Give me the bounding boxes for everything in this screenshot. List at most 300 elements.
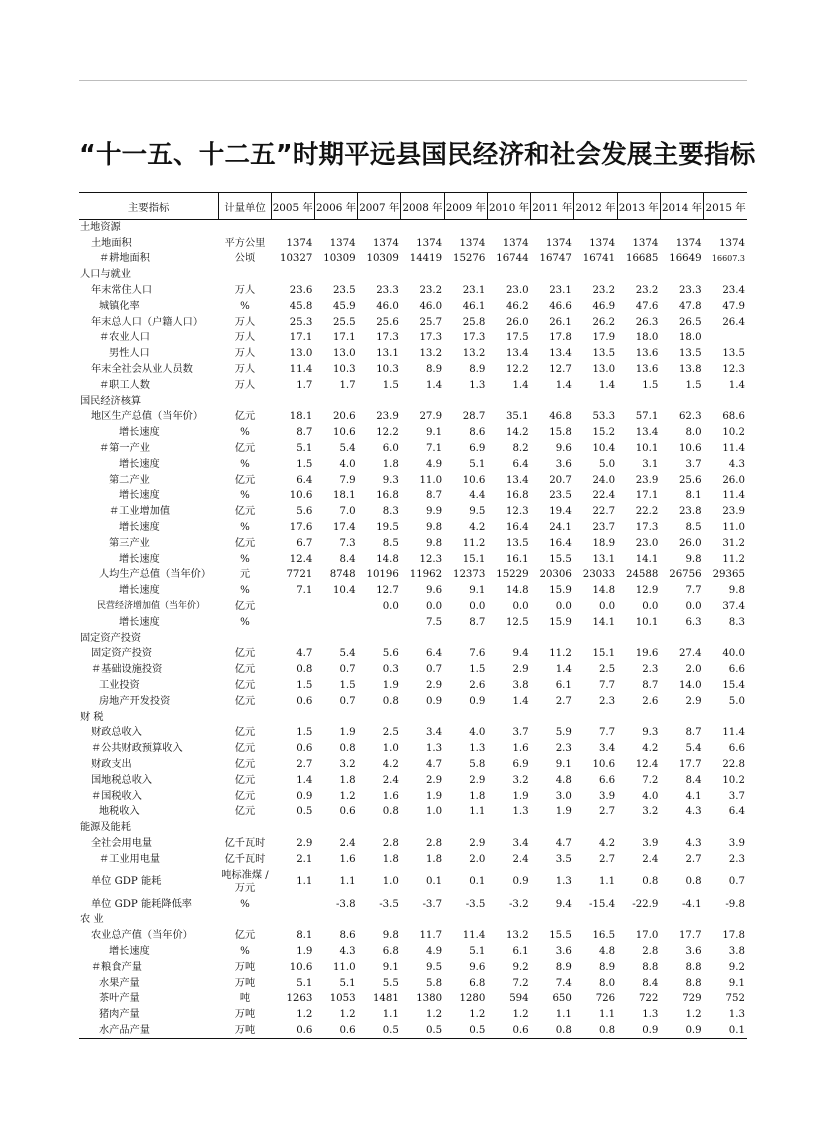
- value-cell: 8.5: [685, 522, 702, 534]
- value-cell: 6.3: [685, 616, 702, 628]
- value-cell: 0.6: [296, 695, 313, 707]
- row-unit: %: [240, 490, 250, 502]
- value-cell: 8.4: [339, 553, 356, 565]
- table-row: [79, 456, 747, 472]
- value-cell: 4.3: [685, 806, 702, 818]
- value-cell: [401, 393, 444, 409]
- value-cell: 4.0: [469, 727, 486, 739]
- value-cell: [444, 267, 487, 283]
- value-cell: 5.4: [685, 743, 702, 755]
- value-cell: 2.3: [598, 695, 616, 707]
- value-cell: 13.0: [332, 348, 356, 360]
- value-cell: 3.7: [728, 790, 745, 802]
- value-cell: 1.1: [296, 876, 313, 888]
- value-cell: [444, 630, 487, 646]
- header-unit: 计量单位: [219, 193, 271, 220]
- row-unit: 亿元: [234, 474, 256, 486]
- value-cell: [660, 820, 703, 836]
- value-cell: 14419: [409, 253, 443, 265]
- value-cell: 17.7: [678, 758, 702, 770]
- table-row: [79, 346, 747, 362]
- value-cell: 8.7: [685, 727, 702, 739]
- value-cell: 26.5: [678, 316, 702, 328]
- value-cell: -3.5: [465, 898, 486, 910]
- value-cell: [271, 912, 314, 928]
- table-row: [79, 314, 747, 330]
- value-cell: 8.6: [339, 930, 356, 942]
- row-unit: 亿元: [234, 695, 256, 707]
- value-cell: 15276: [452, 253, 486, 265]
- value-cell: 9.2: [512, 961, 529, 973]
- value-cell: 10309: [366, 253, 399, 265]
- value-cell: [704, 912, 747, 928]
- value-cell: 5.4: [339, 443, 356, 455]
- row-unit: 公顷: [234, 253, 256, 265]
- row-label: ＃农业人口: [99, 332, 150, 344]
- value-cell: 2.3: [555, 743, 572, 755]
- table-row: [79, 520, 747, 536]
- value-cell: 4.4: [469, 490, 486, 502]
- value-cell: 4.2: [598, 837, 616, 849]
- value-cell: 2.4: [382, 774, 399, 786]
- value-cell: [487, 220, 530, 236]
- value-cell: 23.0: [505, 285, 529, 297]
- value-cell: 4.8: [598, 945, 616, 957]
- value-cell: 0.1: [469, 876, 486, 888]
- value-cell: [444, 912, 487, 928]
- value-cell: 0.0: [425, 601, 443, 613]
- value-cell: 11.2: [462, 537, 486, 549]
- value-cell: 8.2: [512, 443, 529, 455]
- value-cell: 0.9: [296, 790, 313, 802]
- value-cell: 2.6: [469, 680, 486, 691]
- value-cell: 1.4: [555, 379, 572, 391]
- value-cell: 2.5: [382, 727, 399, 739]
- value-cell: 11.2: [549, 648, 572, 660]
- value-cell: 13.6: [635, 364, 659, 376]
- value-cell: 0.9: [512, 876, 529, 888]
- value-cell: 6.0: [382, 443, 399, 455]
- value-cell: 17.6: [289, 522, 313, 534]
- value-cell: 1.1: [339, 876, 356, 888]
- value-cell: 17.3: [462, 332, 486, 344]
- value-cell: [704, 267, 747, 283]
- value-cell: 23033: [582, 569, 616, 581]
- value-cell: 5.8: [425, 977, 443, 989]
- value-cell: 3.1: [642, 458, 659, 470]
- value-cell: 9.6: [469, 961, 486, 973]
- value-cell: 13.4: [505, 474, 529, 486]
- row-unit: 亿元: [234, 758, 256, 770]
- value-cell: [271, 267, 314, 283]
- value-cell: -22.9: [632, 898, 659, 910]
- row-unit: %: [240, 585, 250, 597]
- table-row: [79, 551, 747, 567]
- value-cell: 5.4: [339, 648, 356, 660]
- value-cell: 1380: [416, 993, 443, 1005]
- value-cell: 9.5: [425, 961, 443, 973]
- value-cell: 2.4: [642, 853, 659, 865]
- row-unit: 亿元: [234, 774, 256, 786]
- value-cell: 9.1: [728, 977, 745, 989]
- row-label: 单位 GDP 能耗降低率: [91, 898, 192, 910]
- value-cell: 5.1: [296, 977, 313, 989]
- table-row: [79, 393, 747, 409]
- value-cell: 3.8: [728, 945, 745, 957]
- value-cell: 1.4: [728, 379, 745, 391]
- table-row: [79, 630, 747, 646]
- value-cell: 11.0: [332, 961, 356, 973]
- table-row: [79, 867, 747, 896]
- value-cell: 4.0: [642, 790, 659, 802]
- value-cell: 0.8: [574, 1023, 617, 1039]
- row-unit: %: [240, 945, 250, 957]
- value-cell: 12.2: [505, 364, 529, 376]
- row-unit: 吨标准煤 / 万元: [221, 869, 269, 894]
- row-label: 年末全社会从业人员数: [91, 364, 193, 376]
- value-cell: 13.6: [635, 348, 659, 360]
- value-cell: 14.8: [376, 553, 399, 565]
- value-cell: 11.4: [462, 930, 486, 942]
- value-cell: 9.8: [728, 585, 745, 597]
- value-cell: 0.0: [512, 601, 529, 613]
- value-cell: [358, 912, 401, 928]
- value-cell: [271, 820, 314, 836]
- value-cell: 9.4: [555, 898, 572, 910]
- value-cell: 16.8: [376, 490, 399, 502]
- value-cell: 13.1: [592, 553, 616, 565]
- table-row: [79, 836, 747, 852]
- value-cell: 1.0: [425, 806, 443, 818]
- value-cell: 12.3: [505, 506, 529, 518]
- value-cell: 1.3: [512, 806, 529, 818]
- table-row: [79, 772, 747, 788]
- value-cell: 1.1: [382, 1009, 399, 1021]
- value-cell: [358, 614, 401, 630]
- value-cell: 1.5: [642, 379, 659, 391]
- value-cell: 2.3: [728, 853, 745, 865]
- value-cell: 25.3: [289, 316, 313, 328]
- value-cell: [574, 820, 617, 836]
- value-cell: [271, 220, 314, 236]
- value-cell: 13.4: [635, 427, 659, 439]
- value-cell: 10.6: [332, 427, 356, 439]
- value-cell: 3.8: [512, 680, 529, 691]
- value-cell: 18.9: [592, 537, 616, 549]
- value-cell: 14.1: [635, 553, 659, 565]
- table-row: [79, 362, 747, 378]
- value-cell: [487, 267, 530, 283]
- row-unit: 万人: [234, 364, 256, 376]
- value-cell: 0.8: [339, 743, 356, 755]
- value-cell: 8.5: [382, 537, 399, 549]
- value-cell: 23.7: [592, 522, 616, 534]
- value-cell: 5.1: [469, 945, 486, 957]
- value-cell: 8.9: [469, 364, 486, 376]
- value-cell: [314, 267, 357, 283]
- value-cell: 16747: [539, 253, 572, 265]
- value-cell: 25.6: [678, 474, 702, 486]
- row-label: 固定资产投资: [91, 648, 153, 660]
- row-label: 增长速度: [119, 458, 160, 470]
- value-cell: [617, 630, 660, 646]
- table-row: [79, 504, 747, 520]
- row-label: 第二产业: [109, 474, 150, 486]
- value-cell: [617, 393, 660, 409]
- value-cell: 6.1: [555, 680, 572, 691]
- row-unit: [219, 709, 271, 725]
- value-cell: 1.3: [425, 743, 443, 755]
- value-cell: 752: [725, 993, 745, 1005]
- value-cell: 4.9: [425, 458, 443, 470]
- row-label: ＃职工人数: [99, 379, 150, 391]
- value-cell: -3.2: [508, 898, 529, 910]
- table-row: [79, 975, 747, 991]
- value-cell: [704, 630, 747, 646]
- value-cell: 16.8: [505, 490, 529, 502]
- table-row: [79, 1023, 747, 1039]
- value-cell: 3.2: [512, 774, 529, 786]
- value-cell: 6.1: [512, 945, 529, 957]
- value-cell: 22.2: [635, 506, 659, 518]
- value-cell: 0.7: [339, 664, 356, 676]
- value-cell: 13.2: [419, 348, 443, 360]
- value-cell: 10.4: [332, 585, 356, 597]
- value-cell: 8748: [329, 569, 356, 581]
- value-cell: 2.9: [425, 680, 443, 691]
- value-cell: 20.7: [549, 474, 572, 486]
- value-cell: 25.6: [376, 316, 399, 328]
- row-label: ＃粮食产量: [91, 961, 142, 973]
- value-cell: 1.5: [469, 664, 486, 676]
- value-cell: 12.4: [635, 758, 659, 770]
- table-row: [79, 991, 747, 1007]
- row-unit: [219, 393, 271, 409]
- value-cell: 7.2: [642, 774, 659, 786]
- table-row: [79, 820, 747, 836]
- table-row: [79, 425, 747, 441]
- value-cell: 9.8: [425, 537, 443, 549]
- value-cell: 0.0: [382, 601, 399, 613]
- value-cell: 8.9: [425, 364, 443, 376]
- page-title: “十一五、十二五”时期平远县国民经济和社会发展主要指标: [79, 140, 756, 170]
- value-cell: 17.3: [376, 332, 399, 344]
- row-unit: 万吨: [219, 1023, 271, 1039]
- value-cell: 2.8: [425, 837, 443, 849]
- table-row: [79, 959, 747, 975]
- value-cell: 13.5: [505, 537, 529, 549]
- value-cell: 16607.3: [711, 254, 745, 264]
- value-cell: 24.1: [549, 522, 572, 534]
- value-cell: 12.3: [419, 553, 443, 565]
- value-cell: 26.0: [722, 474, 745, 486]
- value-cell: 15.9: [549, 616, 572, 628]
- value-cell: 2.9: [469, 774, 486, 786]
- value-cell: [358, 393, 401, 409]
- value-cell: 2.7: [685, 853, 702, 865]
- table-row: [79, 646, 747, 662]
- value-cell: 2.7: [555, 695, 572, 707]
- row-unit: 吨: [239, 993, 251, 1005]
- value-cell: 35.1: [505, 411, 529, 423]
- row-unit: 亿千瓦时: [224, 837, 266, 849]
- value-cell: [314, 599, 357, 615]
- value-cell: 0.6: [314, 1023, 357, 1039]
- value-cell: 26.0: [505, 316, 529, 328]
- table-row: [79, 709, 747, 725]
- value-cell: 68.6: [722, 411, 745, 423]
- value-cell: 12.7: [376, 585, 399, 597]
- value-cell: 1374: [329, 237, 356, 249]
- value-cell: [358, 709, 401, 725]
- value-cell: 13.2: [505, 930, 529, 942]
- value-cell: 8.1: [685, 490, 702, 502]
- table-row: [79, 472, 747, 488]
- value-cell: 8.4: [685, 774, 702, 786]
- value-cell: 4.2: [382, 758, 399, 770]
- row-unit: [219, 220, 271, 236]
- row-label: 工业投资: [99, 680, 140, 691]
- value-cell: 16.1: [505, 553, 529, 565]
- value-cell: 12.3: [722, 364, 745, 376]
- value-cell: 0.6: [271, 1023, 314, 1039]
- value-cell: 7.6: [469, 648, 486, 660]
- value-cell: 17.1: [289, 332, 313, 344]
- value-cell: 23.8: [678, 506, 702, 518]
- value-cell: 16.5: [592, 930, 616, 942]
- value-cell: 7.5: [425, 616, 443, 628]
- value-cell: 6.4: [296, 474, 313, 486]
- value-cell: 0.5: [444, 1023, 487, 1039]
- value-cell: 3.9: [728, 837, 745, 849]
- value-cell: 46.9: [592, 300, 616, 312]
- value-cell: [401, 267, 444, 283]
- table-row: [79, 235, 747, 251]
- value-cell: 2.4: [339, 837, 356, 849]
- value-cell: [617, 912, 660, 928]
- value-cell: 23.9: [376, 411, 399, 423]
- value-cell: 14.2: [505, 427, 529, 439]
- value-cell: 1280: [459, 993, 486, 1005]
- row-label: 全社会用电量: [91, 837, 153, 849]
- value-cell: 14.0: [678, 680, 702, 691]
- value-cell: 46.2: [505, 300, 529, 312]
- value-cell: 2.9: [469, 837, 486, 849]
- value-cell: 18.1: [289, 411, 313, 423]
- row-label: 单位 GDP 能耗: [91, 876, 162, 888]
- value-cell: [401, 912, 444, 928]
- value-cell: 3.4: [425, 727, 443, 739]
- row-unit: %: [240, 427, 250, 439]
- value-cell: 7721: [286, 569, 313, 581]
- value-cell: 25.8: [462, 316, 486, 328]
- value-cell: 1.9: [555, 806, 572, 818]
- value-cell: 23.4: [722, 285, 745, 297]
- value-cell: 8.7: [469, 616, 486, 628]
- value-cell: 15229: [496, 569, 529, 581]
- value-cell: 29365: [712, 569, 745, 581]
- value-cell: 17.4: [332, 522, 356, 534]
- value-cell: 2.4: [512, 853, 529, 865]
- row-unit: [219, 820, 271, 836]
- value-cell: 6.8: [469, 977, 486, 989]
- header-year: 2006 年: [314, 193, 357, 220]
- value-cell: 1374: [286, 237, 313, 249]
- value-cell: [314, 393, 357, 409]
- value-cell: 26.3: [635, 316, 659, 328]
- value-cell: 16741: [582, 253, 616, 265]
- value-cell: [704, 393, 747, 409]
- value-cell: 25.7: [419, 316, 443, 328]
- table-row: [79, 662, 747, 678]
- value-cell: 28.7: [462, 411, 486, 423]
- value-cell: [660, 912, 703, 928]
- value-cell: 16744: [496, 253, 529, 265]
- value-cell: 57.1: [635, 411, 659, 423]
- value-cell: [660, 220, 703, 236]
- value-cell: [574, 912, 617, 928]
- value-cell: 6.6: [598, 774, 616, 786]
- value-cell: 5.1: [469, 458, 486, 470]
- value-cell: 7.7: [685, 585, 702, 597]
- value-cell: 4.8: [555, 774, 572, 786]
- value-cell: 1.6: [382, 790, 399, 802]
- value-cell: 15.5: [549, 930, 572, 942]
- row-label: 猪肉产量: [99, 1009, 140, 1021]
- value-cell: 22.4: [592, 490, 616, 502]
- value-cell: 10.1: [635, 443, 659, 455]
- value-cell: 3.5: [555, 853, 572, 865]
- value-cell: 1.3: [642, 1009, 659, 1021]
- value-cell: [617, 820, 660, 836]
- row-label: 增长速度: [119, 553, 160, 565]
- value-cell: 8.7: [425, 490, 443, 502]
- value-cell: 15.4: [722, 680, 745, 691]
- value-cell: 1.8: [382, 458, 399, 470]
- value-cell: 13.0: [592, 364, 616, 376]
- value-cell: 18.1: [332, 490, 356, 502]
- table-row: [79, 757, 747, 773]
- value-cell: [401, 709, 444, 725]
- value-cell: 7.0: [339, 506, 356, 518]
- value-cell: 23.3: [376, 285, 399, 297]
- value-cell: 6.4: [728, 806, 745, 818]
- row-unit: 万吨: [234, 977, 256, 989]
- header-year: 2013 年: [617, 193, 660, 220]
- value-cell: 53.3: [592, 411, 616, 423]
- value-cell: 5.1: [339, 977, 356, 989]
- value-cell: 26.2: [592, 316, 616, 328]
- value-cell: 5.0: [598, 458, 616, 470]
- value-cell: [660, 630, 703, 646]
- value-cell: 2.9: [296, 837, 313, 849]
- value-cell: 9.8: [382, 930, 399, 942]
- value-cell: 8.8: [685, 961, 702, 973]
- value-cell: 1374: [632, 237, 659, 249]
- row-unit: %: [240, 898, 250, 910]
- value-cell: 26.0: [678, 537, 702, 549]
- value-cell: [617, 267, 660, 283]
- value-cell: 19.4: [549, 506, 572, 518]
- table-row: [79, 441, 747, 457]
- value-cell: 1.2: [339, 1009, 356, 1021]
- value-cell: 10.6: [462, 474, 486, 486]
- row-unit: [219, 630, 271, 646]
- value-cell: 23.9: [722, 506, 745, 518]
- value-cell: 8.7: [642, 680, 659, 691]
- value-cell: 5.9: [555, 727, 572, 739]
- value-cell: 650: [552, 993, 572, 1005]
